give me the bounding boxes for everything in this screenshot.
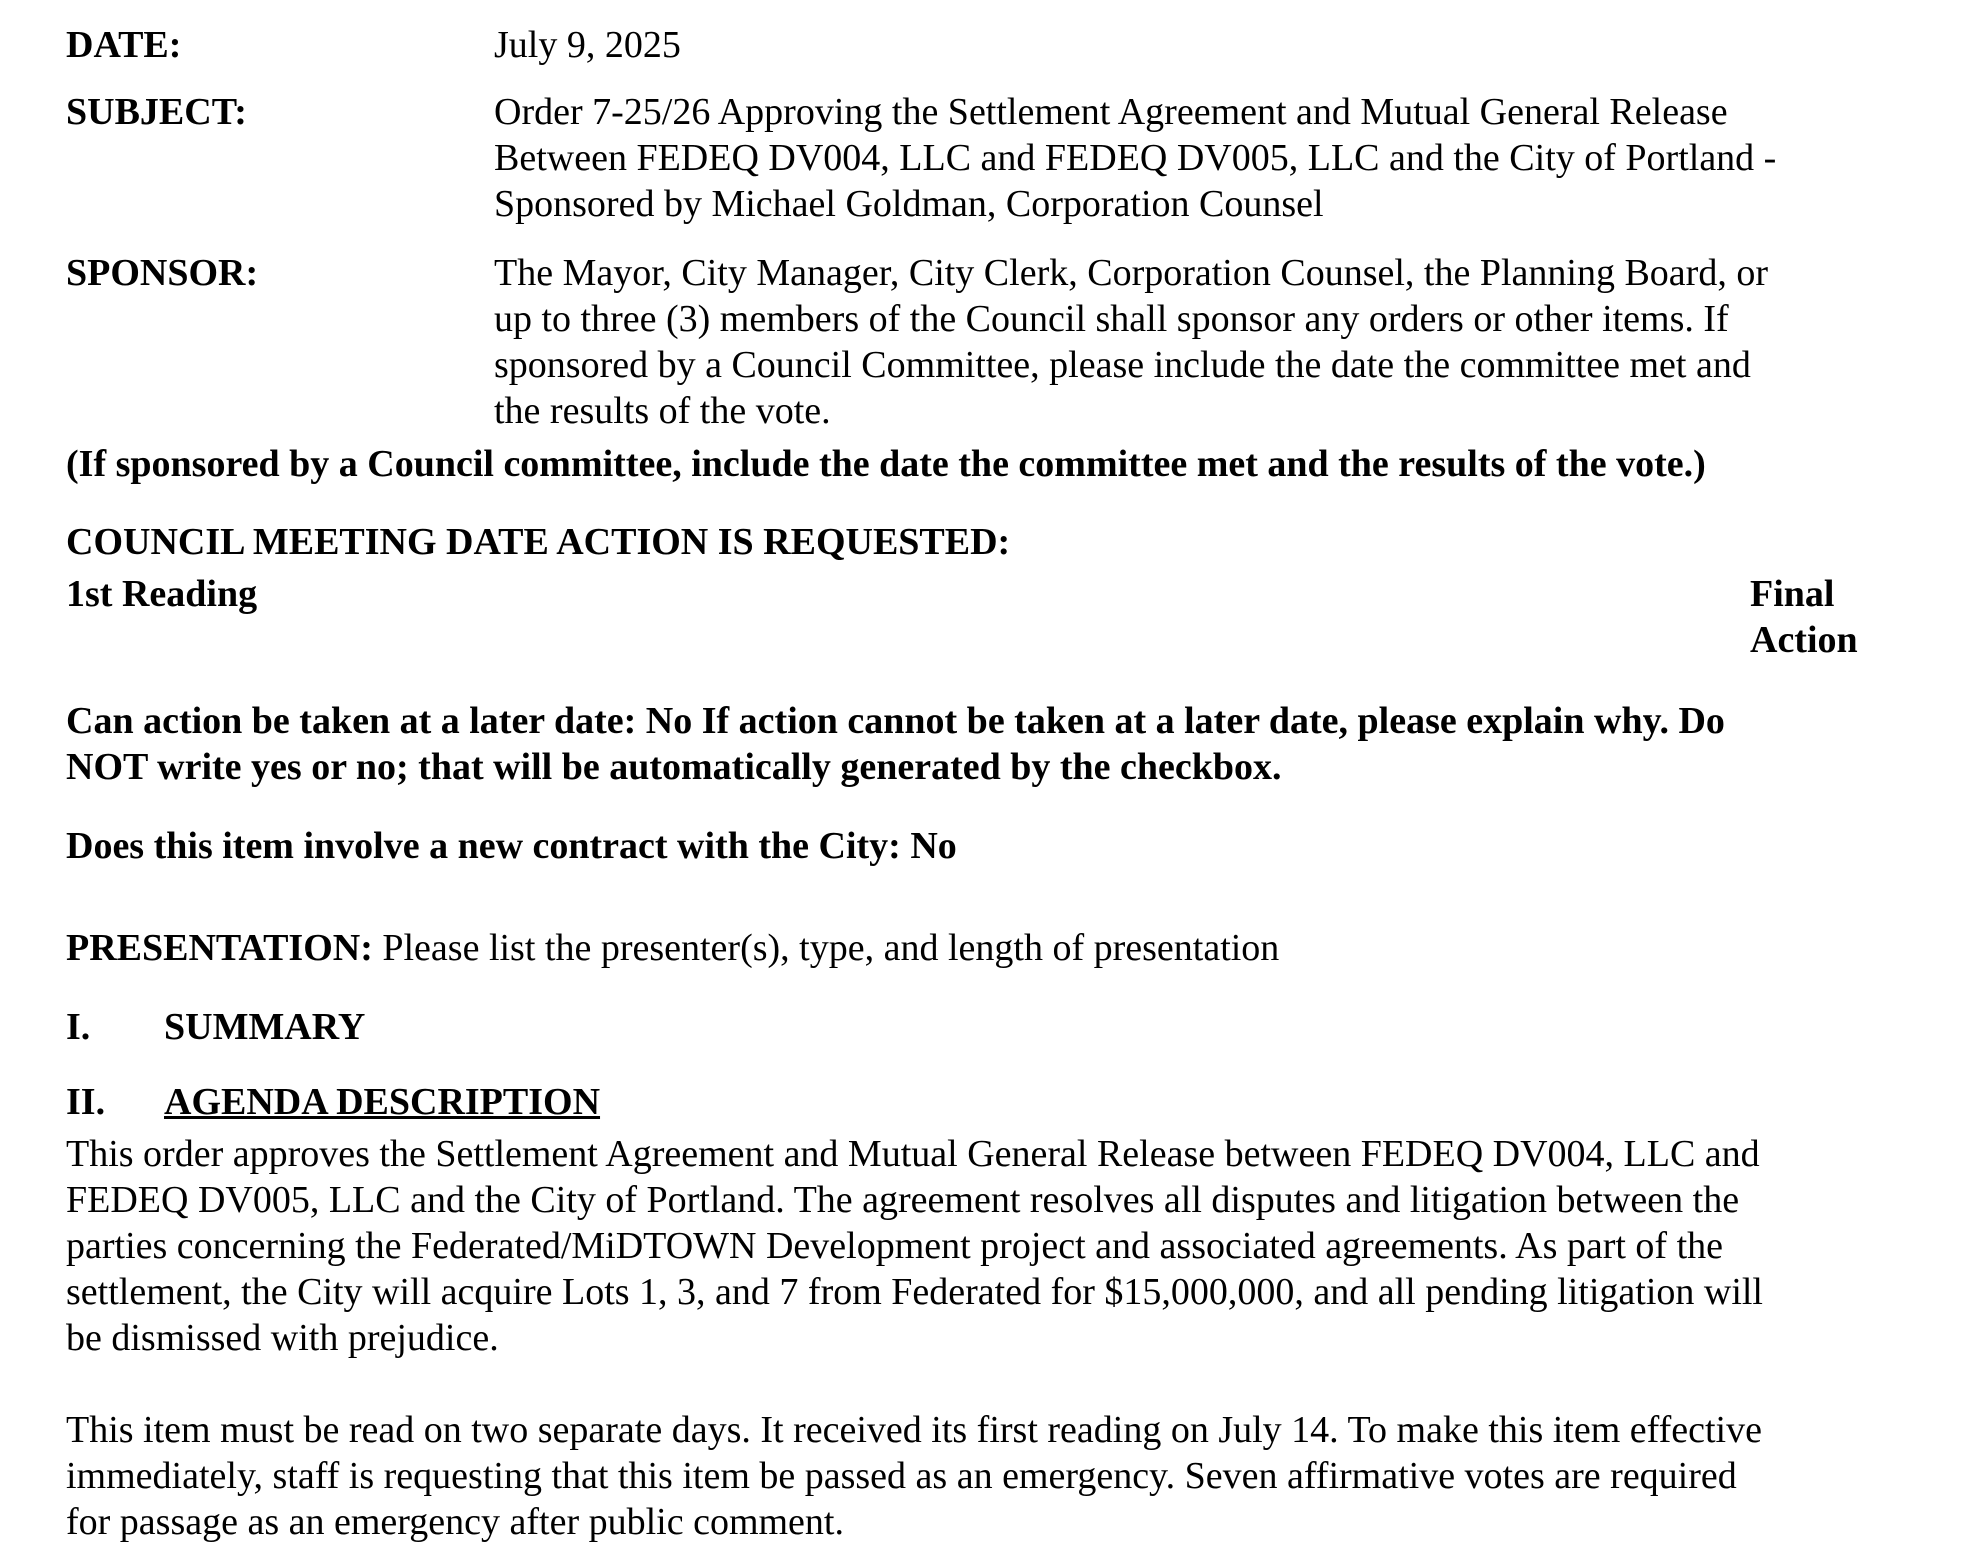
sponsor-line: sponsored by a Council Committee, please include the date the committee met and [494,344,1751,386]
presentation-line [66,925,1279,971]
sponsor-line: up to three (3) members of the Council shall sponsor any orders or other items. If [494,298,1729,340]
first-reading-label: 1st Reading [66,573,258,615]
subject-value [494,89,1776,227]
section-1-title: SUMMARY [164,1006,366,1048]
subject-line: Order 7-25/26 Approving the Settlement Agreement and Mutual General Release [494,91,1728,133]
final-action-label-line2: Action [1750,619,1858,661]
date-label: DATE: [66,24,182,66]
sponsor-label: SPONSOR: [66,252,259,294]
agenda-line: settlement, the City will acquire Lots 1, 3, and 7 from Federated for $15,000,000, and all pending litigation will [66,1271,1763,1313]
final-action-label-line1: Final [1750,573,1835,615]
agenda-line: This item must be read on two separate days. It received its first reading on July 14. To make this item effective [66,1409,1762,1451]
agenda-line: for passage as an emergency after public comment. [66,1501,844,1543]
subject-line: Sponsored by Michael Goldman, Corporation Counsel [494,183,1324,225]
later-date-question: Can action be taken at a later date: No If action cannot be taken at a later date, please explain why. Do [66,700,1725,742]
presentation-text: Please list the presenter(s), type, and length of presentation [382,927,1280,969]
sponsor-line: the results of the vote. [494,390,831,432]
new-contract-question: Does this item involve a new contract with the City: No [66,825,957,867]
date-value: July 9, 2025 [494,24,681,66]
agenda-line: be dismissed with prejudice. [66,1317,499,1359]
subject-line: Between FEDEQ DV004, LLC and FEDEQ DV005, LLC and the City of Portland - [494,137,1777,179]
later-date-question-cont: NOT write yes or no; that will be automatically generated by the checkbox. [66,746,1282,788]
agenda-paragraph-2 [66,1407,1762,1545]
agenda-line: immediately, staff is requesting that this item be passed as an emergency. Seven affirmative votes are required [66,1455,1737,1497]
agenda-line: FEDEQ DV005, LLC and the City of Portland. The agreement resolves all disputes and litigation between the [66,1179,1740,1221]
sponsor-value [494,250,1768,434]
section-2-title: AGENDA DESCRIPTION [164,1081,601,1123]
presentation-label: PRESENTATION: [66,927,373,969]
agenda-line: This order approves the Settlement Agreement and Mutual General Release between FEDEQ DV004, LLC and [66,1133,1760,1175]
sponsor-note: (If sponsored by a Council committee, include the date the committee met and the results of the vote.) [66,443,1706,485]
agenda-line: parties concerning the Federated/MiDTOWN Development project and associated agreements. As part of the [66,1225,1724,1267]
subject-label: SUBJECT: [66,91,247,133]
meeting-heading: COUNCIL MEETING DATE ACTION IS REQUESTED: [66,521,1011,563]
sponsor-line: The Mayor, City Manager, City Clerk, Corporation Counsel, the Planning Board, or [494,252,1768,294]
agenda-paragraph-1 [66,1131,1763,1361]
section-1-number: I. [66,1006,91,1048]
section-2-number: II. [66,1081,106,1123]
